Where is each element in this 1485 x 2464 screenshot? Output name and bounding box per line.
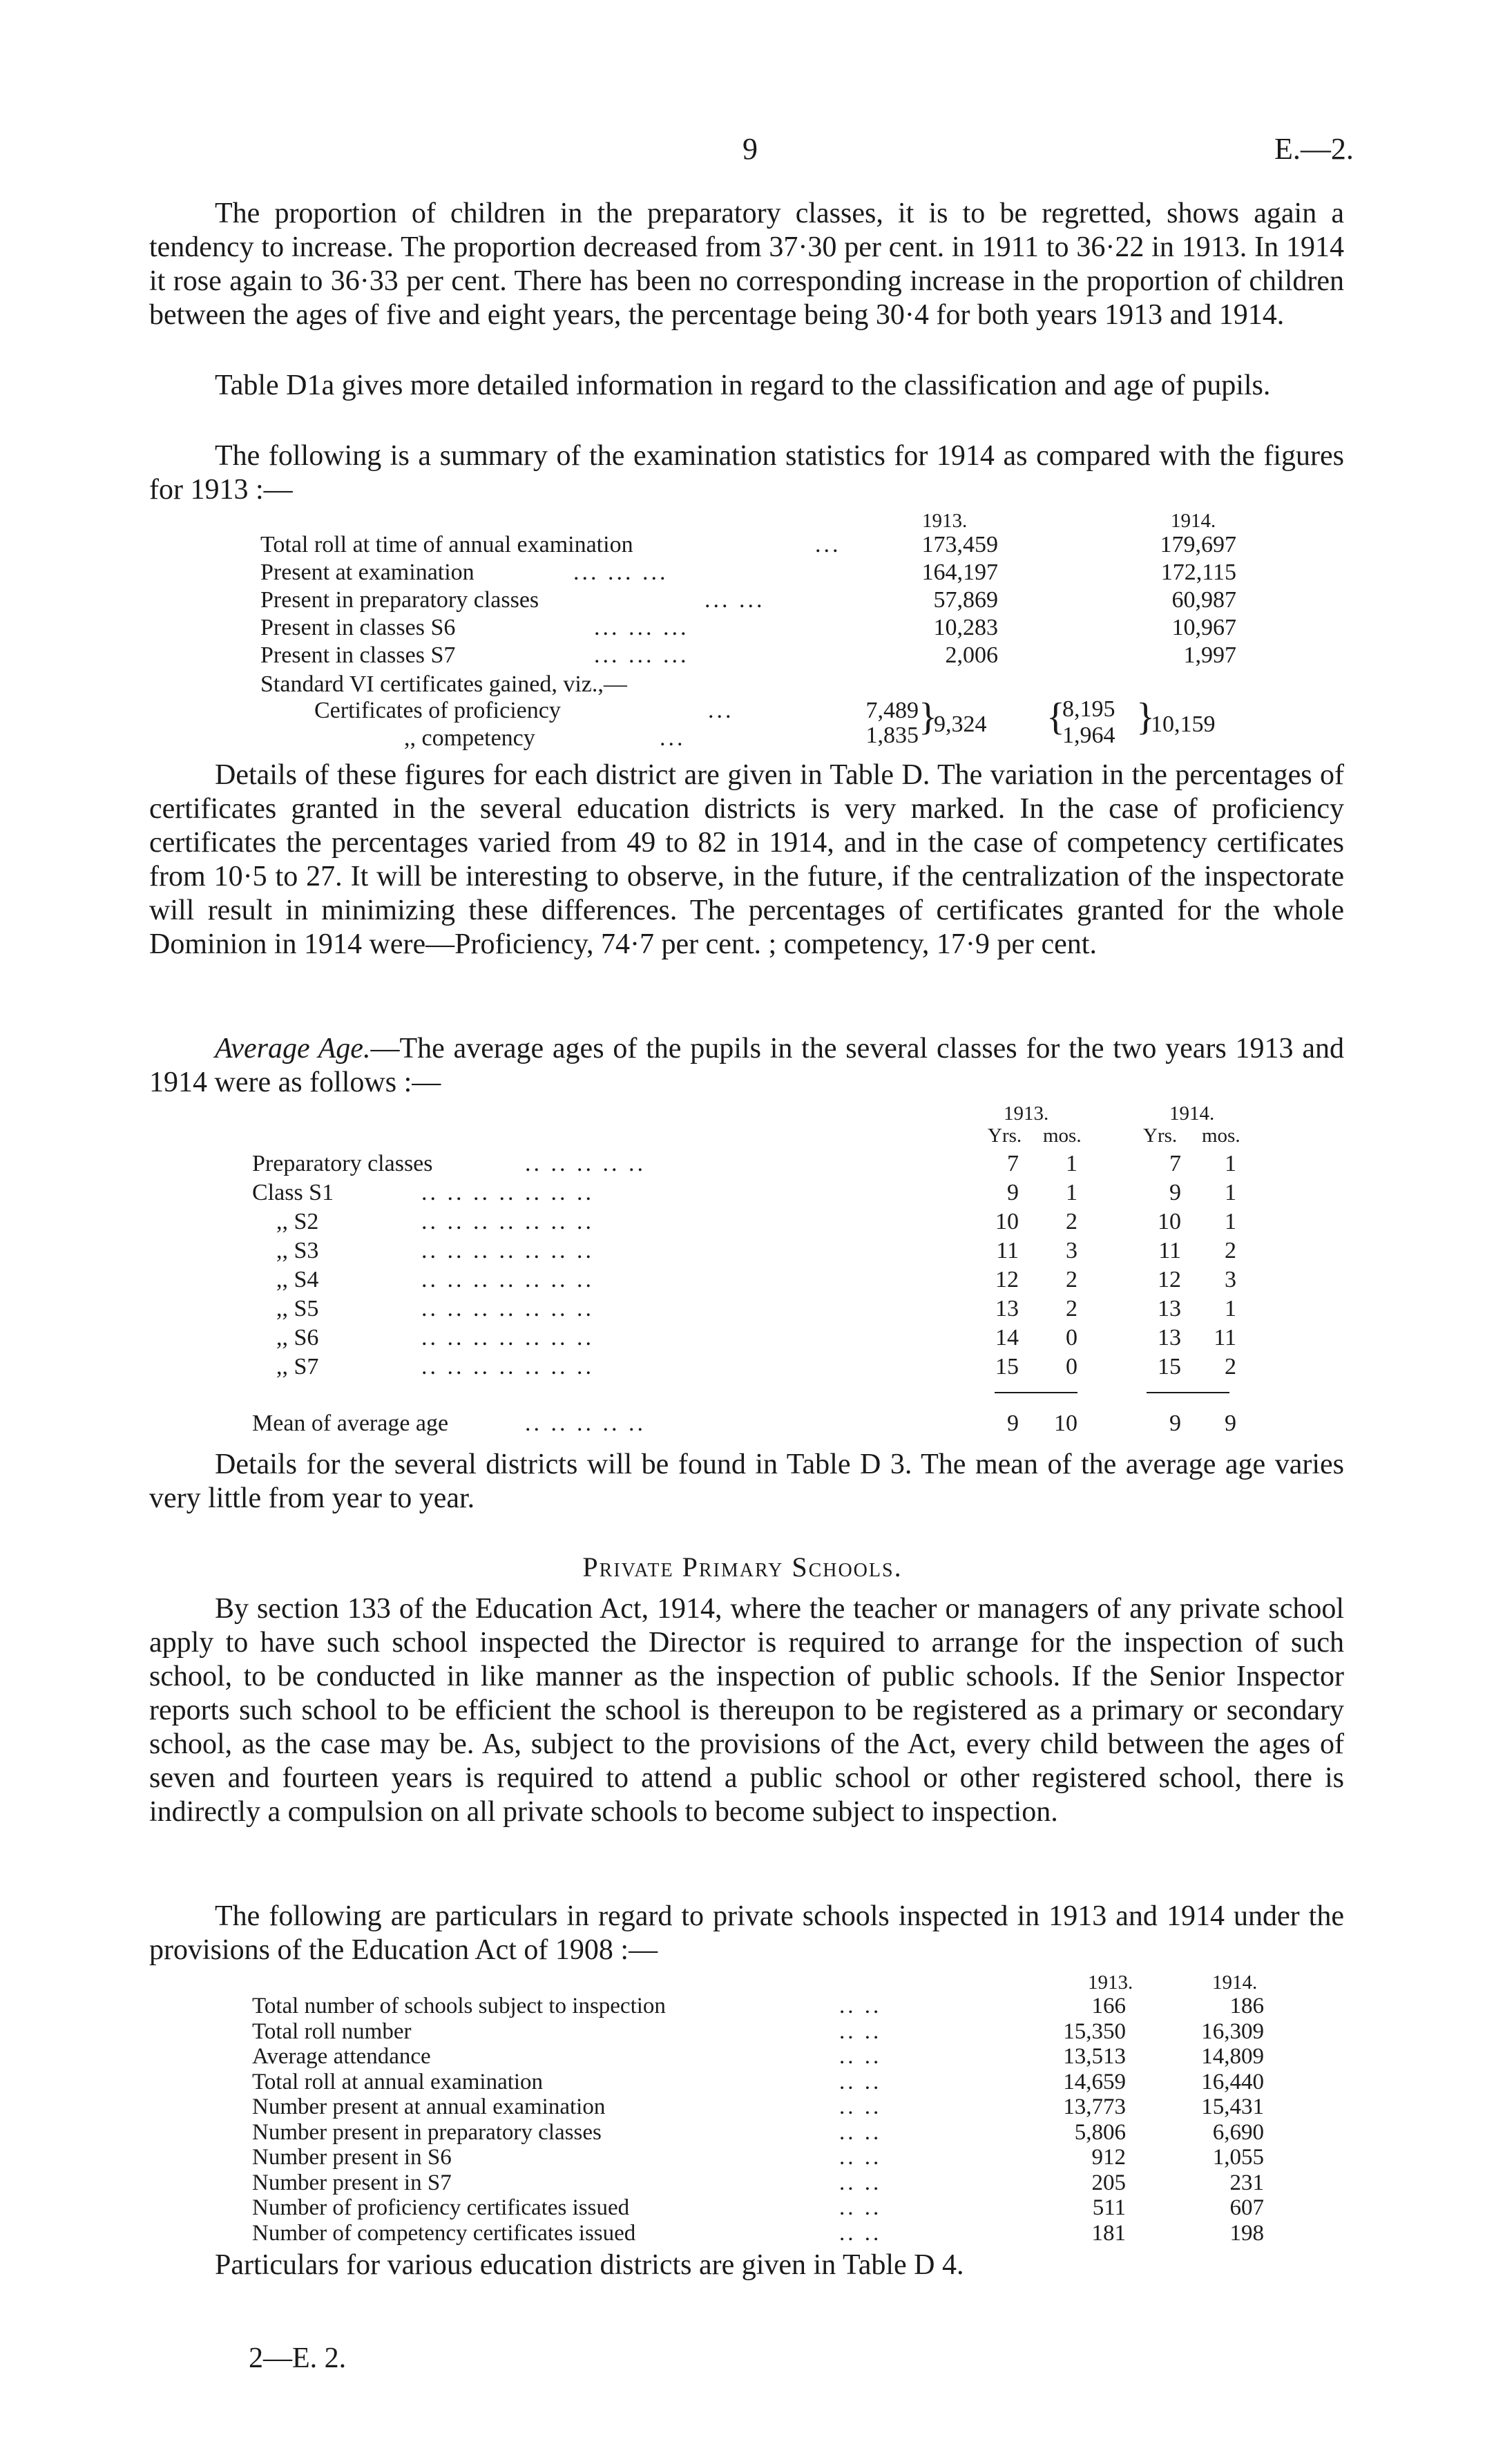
mean-yrs-1914: 9 (1169, 1411, 1181, 1436)
row-label: Present in classes S6 (260, 615, 456, 640)
mean-mos-1914: 9 (1225, 1411, 1236, 1436)
age-value-m13: 0 (1066, 1325, 1077, 1350)
paragraph-education-act-section-133: By section 133 of the Education Act, 1914, where the teacher or managers of any private school apply to have such school inspected the Director is required to arrange for the inspection of such school, to be conducted in like manner as the inspection of public schools. If the Senior Inspector reports such school to be efficient the school is thereupon to be registered as a primary or secondary school, as the case may be. As, subject to the provisions of the Act, every child between the ages of seven and fourteen years is required to attend a public school or other registered school, there is indirectly a compulsion on all private schools to become subject to inspection. (149, 1593, 1344, 1828)
row-leader: .. .. .. .. .. .. .. (421, 1209, 594, 1234)
age-value-y14: 11 (1158, 1238, 1181, 1263)
age-value-m14: 3 (1225, 1267, 1236, 1292)
exam-value-1913: 57,869 (933, 587, 998, 613)
age-value-y14: 12 (1158, 1267, 1181, 1292)
rule-1913 (995, 1392, 1077, 1393)
mean-yrs-1913: 9 (1007, 1411, 1019, 1436)
age-value-y13: 10 (995, 1209, 1019, 1234)
private-row-label: Number present in S7 (252, 2170, 452, 2195)
age-row-label: ,, S3 (276, 1238, 319, 1263)
brace-1913: } (919, 696, 937, 738)
proficiency-1913: 7,489 (865, 698, 919, 723)
age-row-label: ,, S2 (276, 1209, 319, 1234)
row-leader: .. .. (839, 2094, 882, 2119)
age-value-m13: 2 (1066, 1209, 1077, 1234)
age-value-y14: 7 (1169, 1151, 1181, 1176)
age-value-m13: 2 (1066, 1296, 1077, 1321)
age-value-m14: 2 (1225, 1354, 1236, 1379)
row-leader: .. .. (839, 2145, 882, 2170)
row-leader: .. .. (839, 2170, 882, 2195)
exam-value-1913: 2,006 (945, 642, 998, 668)
private-value-v1913: 14,659 (1063, 2069, 1126, 2094)
brace-open-1914: { (1046, 696, 1065, 738)
row-leader: .. .. (839, 1994, 882, 2018)
competency-1914: 1,964 (1062, 723, 1115, 748)
age-value-m14: 1 (1225, 1180, 1236, 1205)
private-value-v1914: 1,055 (1212, 2145, 1264, 2170)
row-leader: ... ... ... (594, 642, 689, 668)
private-value-v1914: 198 (1229, 2220, 1264, 2246)
age-value-m13: 3 (1066, 1238, 1077, 1263)
exam-value-1914: 1,997 (1183, 642, 1236, 668)
private-value-v1913: 181 (1091, 2220, 1126, 2246)
private-value-v1913: 912 (1091, 2145, 1126, 2170)
private-value-v1913: 205 (1091, 2170, 1126, 2195)
average-age-heading: Average Age. (215, 1033, 371, 1064)
row-leader: ... (660, 725, 686, 751)
age-value-m14: 2 (1225, 1238, 1236, 1263)
exam-col-1914: 1914. (1171, 510, 1216, 532)
row-leader: .. .. (839, 2018, 882, 2044)
standard-vi-label: Standard VI certificates gained, viz.,— (260, 671, 627, 697)
exam-value-1913: 173,459 (921, 532, 998, 557)
row-label: Present in preparatory classes (260, 587, 539, 613)
row-label: Total roll at time of annual examination (260, 532, 633, 557)
private-value-v1914: 15,431 (1201, 2094, 1264, 2119)
private-col-1914: 1914. (1212, 1971, 1258, 1994)
rule-1914 (1147, 1392, 1229, 1393)
paragraph-preparatory-proportion: The proportion of children in the preparatory classes, it is to be regretted, shows again a tendency to increase. The proportion decreased from 37·30 per cent. in 1911 to 36·22 in 1913. In 1914 it rose again to 36·33 per cent. There has been no corresponding increase in the proportion of children between the ages of five and eight years, the percentage being 30·4 for both years 1913 and 1914. (149, 198, 1344, 331)
private-value-v1914: 607 (1229, 2195, 1264, 2220)
age-value-y14: 15 (1158, 1354, 1181, 1379)
mean-mos-1913: 10 (1054, 1411, 1077, 1436)
private-value-v1913: 166 (1091, 1994, 1126, 2018)
paragraph-districts-table-d3: Details for the several districts will be found in Table D 3. The mean of the average age varies very little from year to year. (149, 1449, 1344, 1514)
age-value-m14: 1 (1225, 1151, 1236, 1176)
row-leader: ... (708, 698, 734, 723)
age-value-m13: 2 (1066, 1267, 1077, 1292)
document-code: E.—2. (1274, 132, 1354, 166)
private-value-v1914: 16,440 (1201, 2069, 1264, 2094)
private-row-label: Total number of schools subject to inspection (252, 1994, 666, 2018)
brace-1914: } (1136, 696, 1155, 738)
paragraph-table-d1a: Table D1a gives more detailed information in regard to the classification and age of pupils. (215, 370, 1271, 401)
row-leader: ... ... (705, 587, 765, 613)
private-value-v1914: 186 (1229, 1994, 1264, 2018)
total-1913: 9,324 (934, 711, 987, 737)
age-row-label: Class S1 (252, 1180, 334, 1205)
age-row-label: Preparatory classes (252, 1151, 433, 1176)
private-value-v1913: 5,806 (1074, 2119, 1126, 2145)
exam-value-1913: 10,283 (933, 615, 998, 640)
private-row-label: Average attendance (252, 2044, 431, 2069)
page-number: 9 (742, 132, 758, 166)
age-value-y13: 13 (995, 1296, 1019, 1321)
exam-value-1914: 179,697 (1160, 532, 1236, 557)
age-value-y13: 9 (1007, 1180, 1019, 1205)
row-leader: .. .. (839, 2220, 882, 2246)
footer-signature: 2—E. 2. (249, 2342, 347, 2374)
private-row-label: Number present at annual examination (252, 2094, 606, 2119)
age-yrs-1914: Yrs. (1143, 1125, 1178, 1147)
private-row-label: Total roll at annual examination (252, 2069, 544, 2094)
private-row-label: Number present in preparatory classes (252, 2119, 602, 2145)
paragraph-table-d4: Particulars for various education districts are given in Table D 4. (215, 2249, 964, 2281)
age-value-y14: 10 (1158, 1209, 1181, 1234)
private-value-v1913: 13,513 (1063, 2044, 1126, 2069)
row-leader: .. .. .. .. .. .. .. (421, 1325, 594, 1350)
private-col-1913: 1913. (1088, 1971, 1133, 1994)
private-row-label: Number present in S6 (252, 2145, 452, 2170)
row-leader: .. .. .. .. .. (525, 1151, 646, 1176)
row-leader: ... ... ... (594, 615, 689, 640)
row-label: Present in classes S7 (260, 642, 456, 668)
proficiency-1914: 8,195 (1062, 696, 1115, 722)
row-leader: ... (815, 532, 841, 557)
row-leader: .. .. (839, 2195, 882, 2220)
exam-row (260, 532, 633, 558)
age-value-y13: 15 (995, 1354, 1019, 1379)
average-age-text: —The average ages of the pupils in the several classes for the two years 1913 and 1914 were as follows :— (149, 1033, 1344, 1098)
age-value-m13: 0 (1066, 1354, 1077, 1379)
age-col-1913: 1913. (1004, 1102, 1049, 1125)
age-yrs-1913: Yrs. (988, 1125, 1022, 1147)
private-row-label: Total roll number (252, 2018, 412, 2044)
private-value-v1914: 6,690 (1212, 2119, 1264, 2145)
age-value-y13: 14 (995, 1325, 1019, 1350)
age-value-y13: 12 (995, 1267, 1019, 1292)
section-title-private-primary-schools: Private Primary Schools. (582, 1551, 903, 1583)
age-value-y13: 11 (996, 1238, 1019, 1263)
row-leader: .. .. (839, 2044, 882, 2069)
exam-value-1914: 10,967 (1171, 615, 1236, 640)
mean-label: Mean of average age (252, 1411, 449, 1436)
row-leader: .. .. .. .. .. .. .. (421, 1354, 594, 1379)
age-row-label: ,, S7 (276, 1354, 319, 1379)
age-value-m14: 1 (1225, 1209, 1236, 1234)
paragraph-private-schools-intro: The following are particulars in regard to private schools inspected in 1913 and 1914 under the provisions of the Education Act of 1908 :— (149, 1900, 1344, 1966)
paragraph-average-age (149, 1032, 1344, 1100)
private-value-v1914: 14,809 (1201, 2044, 1264, 2069)
age-value-y14: 13 (1158, 1296, 1181, 1321)
exam-row (260, 642, 455, 669)
row-leader: ... ... ... (573, 560, 669, 585)
proficiency-label: Certificates of proficiency (314, 698, 561, 723)
age-value-m14: 1 (1225, 1296, 1236, 1321)
age-value-m13: 1 (1066, 1180, 1077, 1205)
paragraph-district-details: Details of these figures for each district are given in Table D. The variation in the percentages of certificates granted in the several education districts is very marked. In the case of proficiency certificates the percentages varied from 49 to 82 in 1914, and in the case of competency certificates from 10·5 to 27. It will be interesting to observe, in the future, if the centralization of the inspectorate will result in minimizing these differences. The percentages of certificates granted for the whole Dominion in 1914 were—Proficiency, 74·7 per cent. ; competency, 17·9 per cent. (149, 759, 1344, 960)
exam-row (260, 615, 455, 641)
private-value-v1913: 15,350 (1063, 2018, 1126, 2044)
row-leader: .. .. (839, 2069, 882, 2094)
row-leader: .. .. .. .. .. .. .. (421, 1267, 594, 1292)
private-value-v1913: 511 (1092, 2195, 1126, 2220)
competency-1913: 1,835 (865, 723, 919, 748)
private-value-v1913: 13,773 (1063, 2094, 1126, 2119)
age-mos-1914: mos. (1202, 1125, 1240, 1147)
private-value-v1914: 231 (1229, 2170, 1264, 2195)
age-value-m13: 1 (1066, 1151, 1077, 1176)
exam-row (260, 587, 539, 613)
private-row-label: Number of competency certificates issued (252, 2220, 636, 2246)
competency-label: ,, competency (404, 725, 535, 751)
age-value-y14: 9 (1169, 1180, 1181, 1205)
row-leader: .. .. .. .. .. .. .. (421, 1180, 594, 1205)
exam-col-1913: 1913. (922, 510, 968, 532)
paragraph-exam-summary-intro: The following is a summary of the examination statistics for 1914 as compared with the figures for 1913 :— (149, 440, 1344, 506)
row-leader: .. .. .. .. .. .. .. (421, 1238, 594, 1263)
age-row-label: ,, S5 (276, 1296, 319, 1321)
age-value-y13: 7 (1007, 1151, 1019, 1176)
private-row-label: Number of proficiency certificates issued (252, 2195, 630, 2220)
total-1914: 10,159 (1151, 711, 1216, 737)
age-mos-1913: mos. (1043, 1125, 1082, 1147)
exam-row (260, 560, 475, 586)
private-value-v1914: 16,309 (1201, 2018, 1264, 2044)
age-row-label: ,, S4 (276, 1267, 319, 1292)
exam-value-1913: 164,197 (921, 560, 998, 585)
exam-value-1914: 60,987 (1171, 587, 1236, 613)
row-label: Present at examination (260, 560, 475, 585)
exam-value-1914: 172,115 (1160, 560, 1236, 585)
row-leader: .. .. .. .. .. .. .. (421, 1296, 594, 1321)
age-col-1914: 1914. (1169, 1102, 1215, 1125)
age-value-m14: 11 (1214, 1325, 1236, 1350)
row-leader: .. .. .. .. .. (525, 1411, 646, 1436)
row-leader: .. .. (839, 2119, 882, 2145)
age-value-y14: 13 (1158, 1325, 1181, 1350)
age-row-label: ,, S6 (276, 1325, 319, 1350)
